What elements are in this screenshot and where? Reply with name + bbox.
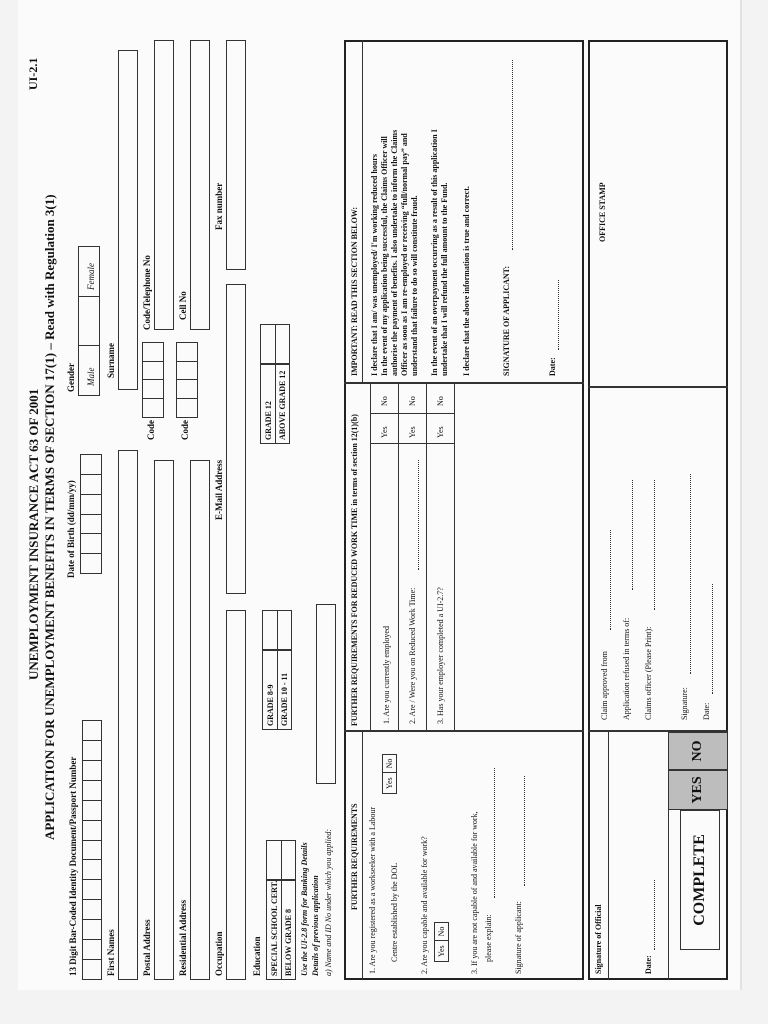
code-tel-field[interactable] — [154, 40, 174, 330]
postal-code-label: Code — [146, 420, 156, 440]
q2-yes-no[interactable] — [434, 923, 449, 962]
edu-above12: ABOVE GRADE 12 — [278, 370, 287, 440]
further-q3: 3. If you are not capable of and available for work, — [470, 811, 479, 974]
email-field[interactable] — [226, 284, 246, 594]
claim-approved: Claim approved from — [600, 651, 609, 720]
residential-address-label: Residential Address — [178, 899, 188, 976]
q1-no[interactable]: No — [382, 754, 397, 774]
edu-check-1[interactable] — [266, 840, 296, 880]
further-sig-line[interactable] — [524, 776, 525, 886]
r3-yes[interactable]: Yes — [436, 426, 445, 438]
edu-g10-11: GRADE 10 - 11 — [280, 672, 289, 726]
divider — [398, 384, 399, 732]
residential-address-field[interactable] — [190, 460, 210, 980]
r3-no[interactable]: No — [436, 396, 445, 406]
banking-note: Use the UI-2.8 form for Banking Details — [300, 842, 309, 976]
divider — [362, 40, 363, 384]
previous-name-id-field[interactable] — [316, 604, 336, 784]
important-sig: SIGNATURE OF APPLICANT: — [502, 265, 511, 376]
edu-special: SPECIAL SCHOOL CERT. — [270, 880, 279, 976]
official-signature-line[interactable] — [690, 474, 691, 674]
divider — [608, 732, 609, 980]
claims-officer-line[interactable] — [654, 480, 655, 610]
edu-g12: GRADE 12 — [264, 401, 273, 440]
form-sheet — [18, 0, 740, 990]
important-date-line[interactable] — [558, 280, 559, 350]
important-p1-5: understand that failure to do so will constitute fraud. — [410, 195, 419, 376]
important-sig-line[interactable] — [512, 60, 513, 250]
dob-field[interactable] — [80, 454, 102, 574]
important-title: IMPORTANT: READ THIS SECTION BELOW: — [350, 206, 359, 376]
gender-male: Male — [86, 367, 96, 386]
r1-yes[interactable]: Yes — [380, 426, 389, 438]
q2-yes[interactable]: Yes — [434, 940, 449, 962]
code-tel-label: Code/Telephone No — [142, 255, 152, 330]
office-stamp-label: OFFICE STAMP — [598, 182, 607, 242]
postal-address-label: Postal Address — [142, 919, 152, 976]
dob-label: Date of Birth (dd/mm/yy) — [66, 480, 76, 578]
residential-code-label: Code — [180, 420, 190, 440]
edu-check-3[interactable] — [260, 324, 290, 364]
divider — [454, 384, 455, 732]
important-p1-2: In the event of my application being successful, the Claims Officer will — [380, 136, 389, 376]
reduced-q3: 3. Has your employer completed a UI-2.7? — [436, 587, 445, 724]
important-p2-1: In the event of an overpayment occurring as a result of this application I — [430, 129, 439, 376]
divider — [275, 365, 276, 443]
official-date-line[interactable] — [654, 880, 655, 950]
divider — [588, 386, 728, 388]
reduced-title: FURTHER REQUIREMENTS FOR REDUCED WORK TIME in terms of section 12(1)(b) — [350, 414, 359, 726]
divider — [370, 384, 371, 732]
header-title: APPLICATION FOR UNEMPLOYMENT BENEFITS IN TERMS OF SECTION 17(1) – Read with Regulation 3(1) — [42, 194, 57, 840]
further-q1: 1. Are you registered as a workseeker with a Labour — [368, 806, 377, 974]
important-p1-4: Officer as soon as I am re-employed or receiving “full/normal pay” and — [400, 133, 409, 376]
edu-check-2[interactable] — [262, 610, 292, 650]
form-code: UI-2.1 — [26, 57, 40, 90]
official-signature: Signature: — [680, 687, 689, 720]
cell-no-label: Cell No — [178, 291, 188, 320]
cell-no-field[interactable] — [190, 40, 210, 330]
reduced-q2-line[interactable] — [418, 460, 419, 570]
reduced-q2: 2. Are / Were you on Reduced Work Time: — [408, 587, 417, 724]
divider — [370, 443, 454, 444]
divider — [370, 413, 454, 414]
official-date2-line[interactable] — [712, 584, 713, 694]
important-date: Date: — [548, 357, 557, 376]
further-q2: 2. Are you capable and available for work? — [420, 836, 429, 974]
divider — [277, 651, 278, 729]
header-act: UNEMPLOYMENT INSURANCE ACT 63 OF 2001 — [26, 388, 41, 680]
surname-field[interactable] — [118, 50, 138, 390]
occupation-field[interactable] — [226, 610, 246, 980]
postal-code-field[interactable] — [142, 342, 164, 418]
claim-approved-line[interactable] — [610, 530, 611, 630]
q3-explain-line[interactable] — [494, 768, 495, 898]
q1-yes-no[interactable] — [382, 755, 397, 794]
edu-g8-9: GRADE 8-9 — [266, 684, 275, 726]
divider — [344, 730, 584, 732]
no-stamp[interactable]: NO — [668, 732, 728, 770]
important-p3: I declare that the above information is true and correct. — [462, 186, 471, 376]
yes-stamp[interactable]: YES — [668, 770, 728, 810]
id-number-label: 13 Digit Bar-Coded Identity Document/Passport Number — [68, 756, 78, 976]
complete-stamp: COMPLETE — [680, 810, 720, 950]
divider — [362, 732, 363, 980]
further-sig: Signature of applicant: — [514, 901, 523, 974]
r2-yes[interactable]: Yes — [408, 426, 417, 438]
first-names-field[interactable] — [118, 450, 138, 980]
further-q3b: please explain: — [484, 914, 493, 962]
q1-yes[interactable]: Yes — [382, 772, 397, 794]
divider — [281, 881, 282, 979]
official-sig-label: Signature of Official — [594, 904, 603, 974]
reduced-q1: 1. Are you currently employed — [382, 626, 391, 724]
divider — [344, 382, 584, 384]
education-label: Education — [252, 936, 262, 976]
important-p1-1: I declare that I am/ was unemployed/ I'm working reduced hours — [370, 154, 379, 376]
divider — [426, 384, 427, 732]
further-title: FURTHER REQUIREMENTS — [350, 803, 359, 910]
previous-name-id: a) Name and ID No under which you applied: — [324, 828, 333, 976]
official-date-label: Date: — [644, 955, 653, 974]
occupation-label: Occupation — [214, 931, 224, 976]
r1-no[interactable]: No — [380, 396, 389, 406]
application-refused-line[interactable] — [632, 480, 633, 590]
first-names-label: First Names — [106, 929, 116, 976]
fax-label: Fax number — [214, 182, 224, 230]
surname-label: Surname — [106, 342, 116, 378]
email-label: E-Mail Address — [214, 459, 224, 520]
application-refused: Application refused in terms of: — [622, 617, 631, 720]
further-q1b: Centre established by the DOL — [390, 862, 399, 962]
claims-officer: Claims officer (Please Print): — [644, 626, 653, 720]
important-p2-2: undertake that I will refund the full amount to the Fund. — [440, 182, 449, 376]
postal-address-field[interactable] — [154, 460, 174, 980]
gender-label: Gender — [66, 363, 76, 392]
q2-no[interactable]: No — [434, 922, 449, 942]
r2-no[interactable]: No — [408, 396, 417, 406]
residential-code-field[interactable] — [176, 342, 198, 418]
previous-application: Details of previous application — [311, 875, 320, 976]
fax-field[interactable] — [226, 40, 246, 270]
scanned-page — [18, 0, 742, 990]
edu-below8: BELOW GRADE 8 — [284, 909, 293, 976]
gender-female: Female — [86, 263, 96, 290]
id-number-field[interactable] — [82, 720, 102, 980]
official-date2: Date: — [702, 702, 711, 720]
important-p1-3: authorise the payment of benefits. I also undertake to inform the Claims — [390, 129, 399, 376]
